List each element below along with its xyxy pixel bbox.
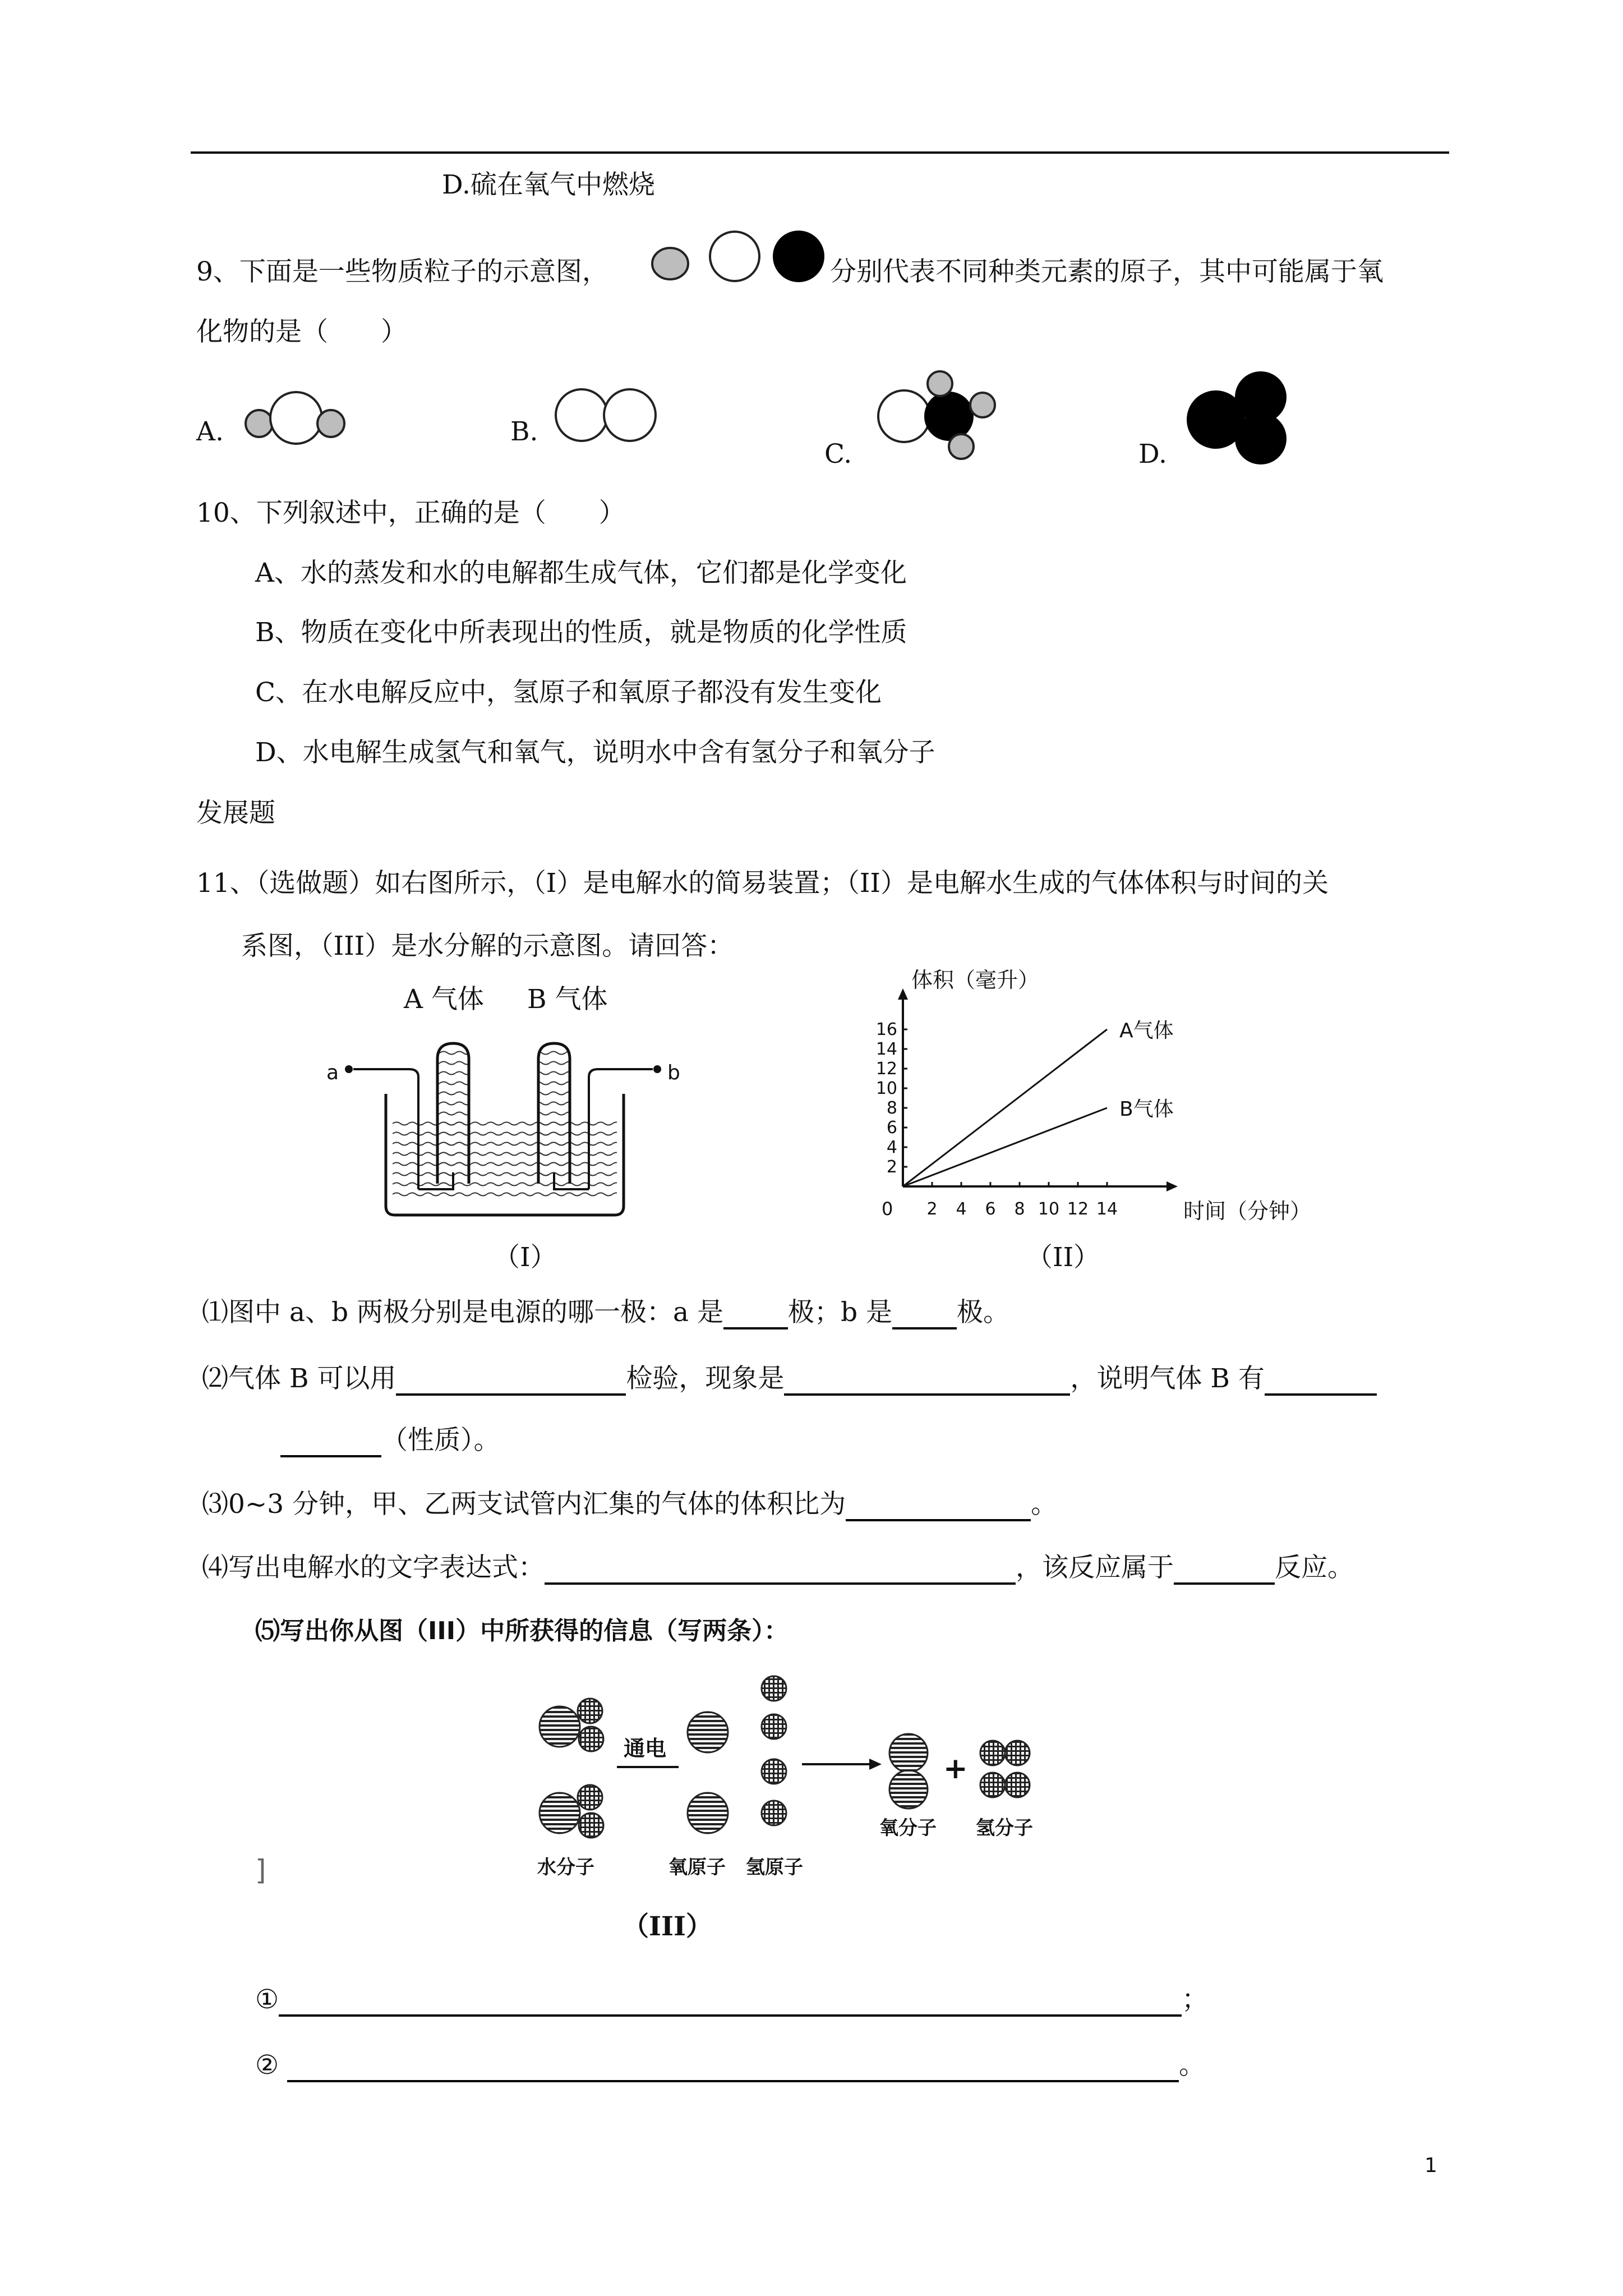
- legend-gray-atom: [652, 248, 688, 279]
- oxygen-atom-1: [688, 1712, 728, 1752]
- oxygen-atom-2: [688, 1793, 728, 1833]
- q9-option-a-label: A.: [196, 416, 224, 447]
- fig1-electrode-b: b: [667, 1061, 680, 1084]
- q11-stem-line2: 系图，（III）是水分解的示意图。请回答：: [241, 931, 734, 961]
- chart-y-tick-label: 14: [875, 1039, 897, 1059]
- q9-option-a-molecule: [236, 381, 359, 454]
- q9-stem-part3: 化物的是（ ）: [196, 316, 407, 347]
- q9-option-b-label: B.: [510, 416, 538, 447]
- answer-2-label: ②: [255, 2050, 279, 2081]
- hydrogen-molecule-1: [980, 1741, 1030, 1765]
- answer-line-2: [255, 2049, 1205, 2082]
- chart-x-tick-label: 8: [1014, 1199, 1025, 1219]
- q11-sub2: [202, 1362, 1377, 1396]
- answer-line-1: [255, 1983, 1208, 2017]
- sub1-text-c: 极。: [956, 1297, 1009, 1328]
- fig2-caption: （II）: [1026, 1242, 1100, 1273]
- q9-option-c-molecule: [858, 365, 1004, 466]
- chart-series-line-1: [903, 1029, 1107, 1186]
- q10-option-b: B、物质在变化中所表现出的性质，就是物质的化学性质: [255, 617, 907, 648]
- blank-property-part1[interactable]: [1265, 1365, 1377, 1396]
- water-molecule-1: [540, 1699, 603, 1751]
- legend-white-atom: [710, 232, 759, 281]
- chart-origin-label: 0: [882, 1198, 893, 1220]
- fig3-hydrogen-atom-label: 氢原子: [746, 1856, 803, 1879]
- blank-reaction-type[interactable]: [1174, 1554, 1275, 1585]
- fig3-water-molecule-label: 水分子: [537, 1856, 594, 1879]
- q9-stem-part1: 9、下面是一些物质粒子的示意图，: [196, 256, 608, 287]
- page-number: 1: [1424, 2154, 1437, 2177]
- water-molecule-2: [540, 1785, 603, 1838]
- blank-phenomenon[interactable]: [784, 1365, 1070, 1396]
- chart-series-label-2: B气体: [1119, 1098, 1174, 1121]
- fig1-electrode-a: a: [326, 1061, 339, 1084]
- blank-b-pole[interactable]: [892, 1299, 957, 1329]
- chart-y-tick-label: 8: [886, 1098, 897, 1118]
- blank-property-part2[interactable]: [280, 1427, 381, 1457]
- sub4-text-a: ⑷写出电解水的文字表达式：: [202, 1552, 545, 1583]
- hydrogen-atom-2: [762, 1714, 786, 1739]
- q11-sub2-cont: [280, 1424, 500, 1457]
- sub3-text-a: ⑶0~3 分钟，甲、乙两支试管内汇集的气体的体积比为: [202, 1489, 846, 1520]
- chart-y-tick-label: 4: [886, 1138, 897, 1157]
- sub2-text-c: ，说明气体 B 有: [1070, 1363, 1265, 1394]
- chart-x-tick-label: 14: [1096, 1199, 1118, 1219]
- q9-option-d-molecule: [1178, 365, 1301, 471]
- fig3-oxygen-molecule-label: 氧分子: [879, 1817, 937, 1839]
- fig3-oxygen-atom-label: 氧原子: [668, 1856, 726, 1879]
- q10-option-a: A、水的蒸发和水的电解都生成气体，它们都是化学变化: [255, 558, 907, 588]
- chart-x-tick-label: 6: [985, 1199, 996, 1219]
- q8-option-d: D.硫在氧气中燃烧: [442, 169, 655, 200]
- blank-info-1[interactable]: [279, 1986, 1182, 2017]
- hydrogen-atom-1: [762, 1676, 786, 1701]
- q11-stem-line1: 11、（选做题）如右图所示，（I）是电解水的简易装置；（II）是电解水生成的气体体积与时间的关: [196, 868, 1329, 899]
- chart-y-tick-label: 2: [886, 1157, 897, 1177]
- answer-1-label: ①: [255, 1984, 279, 2015]
- fig1-apparatus: [314, 1038, 695, 1234]
- sub2-text-d: （性质）。: [381, 1425, 500, 1456]
- sub2-text-b: 检验，现象是: [626, 1363, 785, 1394]
- hydrogen-atom-3: [762, 1759, 786, 1784]
- fig3-step-label: 通电: [624, 1736, 667, 1761]
- fig1-caption: （I）: [494, 1242, 557, 1273]
- sub1-text-a: ⑴图中 a、b 两极分别是电源的哪一极：a 是: [202, 1297, 723, 1328]
- answer-2-end: 。: [1179, 2050, 1206, 2081]
- blank-a-pole[interactable]: [723, 1299, 788, 1329]
- q9-option-d-label: D.: [1138, 439, 1167, 470]
- fig3-decomposition: [527, 1666, 1066, 1890]
- fig3-arrowhead: [869, 1759, 882, 1770]
- legend-black-atom: [773, 231, 824, 282]
- chart-y-tick-label: 10: [875, 1079, 897, 1098]
- chart-y-tick-label: 6: [886, 1118, 897, 1138]
- chart-x-tick-label: 4: [956, 1199, 967, 1219]
- sub2-text-a: ⑵气体 B 可以用: [202, 1363, 396, 1394]
- chart-x-arrow: [1166, 1181, 1178, 1191]
- sub3-text-b: 。: [1031, 1489, 1058, 1520]
- q11-sub1: [202, 1296, 1009, 1329]
- q10-option-d: D、水电解生成氢气和氧气，说明水中含有氢分子和氧分子: [255, 737, 935, 768]
- chart-x-tick-label: 12: [1067, 1199, 1089, 1219]
- chart-ylabel: 体积（毫升）: [911, 968, 1040, 992]
- fig3-hydrogen-molecule-label: 氢分子: [976, 1817, 1033, 1839]
- chart-y-tick-label: 12: [875, 1059, 897, 1079]
- sub4-text-b: ，该反应属于: [1016, 1552, 1174, 1583]
- chart-x-tick-label: 10: [1038, 1199, 1060, 1219]
- chart-series-line-2: [903, 1108, 1107, 1186]
- oxygen-molecule: [889, 1734, 928, 1809]
- q10-stem: 10、下列叙述中，正确的是（ ）: [196, 498, 625, 528]
- fig1-gas-b-label: B 气体: [527, 984, 608, 1015]
- sub4-text-c: 反应。: [1275, 1552, 1354, 1583]
- chart-xlabel: 时间（分钟）: [1183, 1199, 1312, 1223]
- section-title: 发展题: [196, 798, 275, 829]
- chart-x-tick-label: 2: [926, 1199, 938, 1219]
- q11-sub5: ⑸写出你从图（III）中所获得的信息（写两条）：: [255, 1617, 789, 1645]
- hydrogen-atom-4: [762, 1801, 786, 1825]
- sub1-text-b: 极；b 是: [787, 1297, 892, 1328]
- q10-option-c: C、在水电解反应中，氢原子和氧原子都没有发生变化: [255, 677, 882, 708]
- fig3-plus: +: [943, 1752, 968, 1786]
- q9-option-c-label: C.: [824, 439, 852, 470]
- blank-info-2[interactable]: [287, 2052, 1179, 2082]
- blank-word-equation[interactable]: [545, 1554, 1016, 1585]
- q9-stem-part2: 分别代表不同种类元素的原子，其中可能属于氧: [830, 256, 1384, 287]
- fig2-line-chart: [852, 965, 1357, 1228]
- fig1-gas-a-label: A 气体: [404, 984, 484, 1015]
- fig3-caption: （III）: [623, 1911, 712, 1942]
- chart-series-label-1: A气体: [1119, 1019, 1174, 1042]
- stray-mark: ]: [255, 1854, 266, 1887]
- q11-sub4: [202, 1551, 1354, 1585]
- hydrogen-molecule-2: [980, 1773, 1030, 1797]
- answer-1-end: ；: [1182, 1984, 1209, 2015]
- header-rule: [191, 151, 1449, 154]
- blank-test-method[interactable]: [396, 1365, 626, 1396]
- q9-legend-atoms: [645, 224, 830, 292]
- q9-option-b-molecule: [547, 381, 670, 449]
- chart-y-tick-label: 16: [875, 1020, 897, 1039]
- q11-sub3: [202, 1488, 1057, 1521]
- blank-volume-ratio[interactable]: [846, 1491, 1031, 1521]
- chart-y-arrow: [898, 988, 908, 1000]
